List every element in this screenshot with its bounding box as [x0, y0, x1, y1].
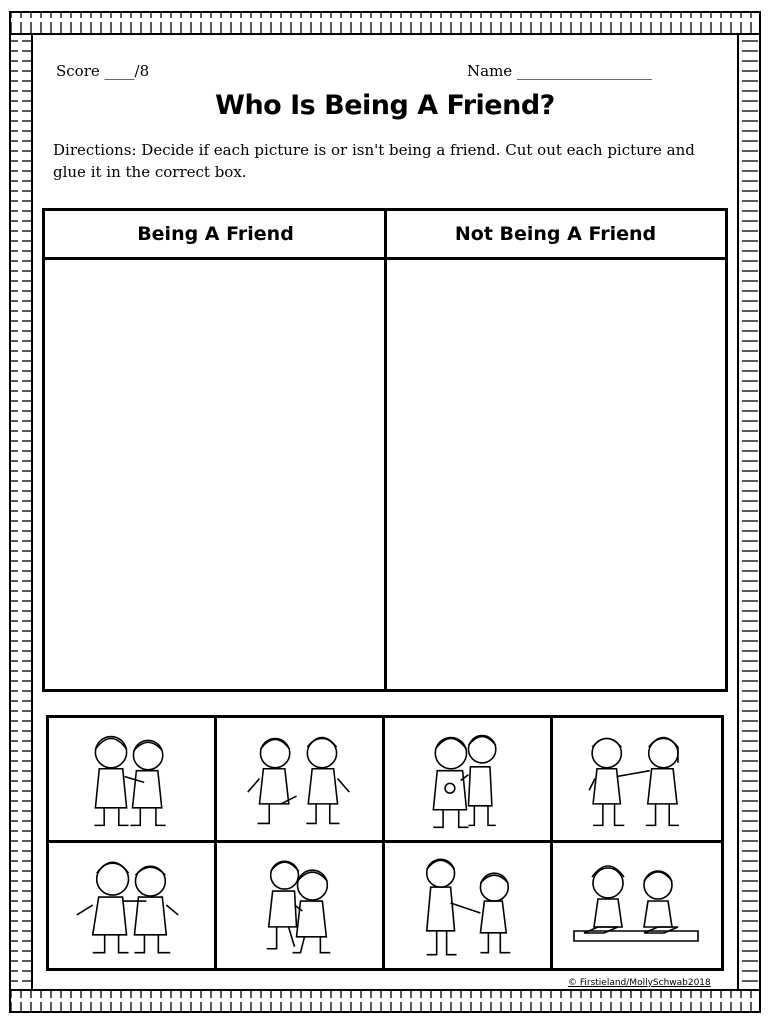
not-being-a-friend-header: Not Being A Friend [386, 211, 725, 260]
picture-card[interactable] [553, 718, 721, 843]
name-field[interactable]: Name __________________ [467, 62, 652, 80]
picture-card[interactable] [217, 718, 385, 843]
picture-card[interactable] [553, 843, 721, 968]
score-field[interactable]: Score ____/8 [56, 62, 150, 80]
directions-text: Directions: Decide if each picture is or isn't being a friend. Cut out each picture and glue it in the correct box. [53, 141, 695, 181]
picture-card[interactable] [49, 718, 217, 843]
being-a-friend-dropzone[interactable] [45, 260, 384, 689]
picture-cards-grid [46, 715, 724, 971]
kids-illustration-icon [49, 843, 214, 968]
being-a-friend-header: Being A Friend [45, 211, 386, 260]
not-being-a-friend-dropzone[interactable] [387, 260, 725, 689]
kids-illustration-icon [217, 718, 382, 840]
kids-illustration-icon [49, 718, 214, 840]
sort-table [42, 208, 728, 692]
kids-illustration-icon [385, 718, 550, 840]
picture-card[interactable] [385, 718, 553, 843]
kids-illustration-icon [553, 843, 721, 968]
picture-card[interactable] [49, 843, 217, 968]
copyright-text: © Firstieland/MollySchwab2018 [568, 978, 711, 988]
kids-illustration-icon [385, 843, 550, 968]
picture-card[interactable] [385, 843, 553, 968]
page-title: Who Is Being A Friend? [215, 90, 555, 121]
picture-card[interactable] [217, 843, 385, 968]
kids-illustration-icon [553, 718, 721, 840]
kids-illustration-icon [217, 843, 382, 968]
